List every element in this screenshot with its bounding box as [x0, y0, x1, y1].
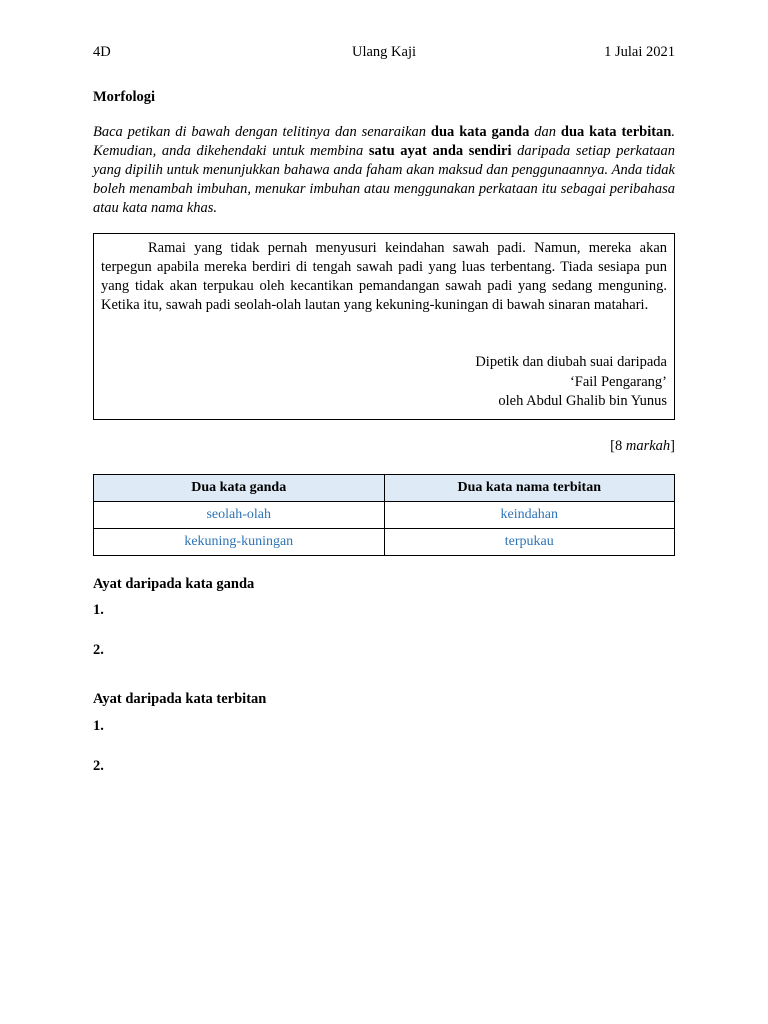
passage-text: Ramai yang tidak pernah menyusuri keindahan sawah padi. Namun, mereka akan terpegun apabila mereka berdiri di tengah sawah padi yang luas terbentang. Tiada sesiapa pun yang tidak akan terpukau oleh kecantikan pemandangan sawah padi yang sedang menguning. Ketika itu, sawah padi seolah-olah lautan yang kekuning-kuningan di bawah sinaran matahari. [101, 240, 667, 313]
instructions-bold2: dua kata terbitan [560, 124, 672, 140]
passage-box [93, 233, 675, 420]
table-header-ganda: Dua kata ganda [94, 475, 385, 502]
marks-close: ] [670, 438, 675, 454]
section-title: Morfologi [93, 89, 156, 105]
source-line-1: Dipetik dan diubah suai daripada [475, 354, 667, 370]
table-cell: kekuning-kuningan [94, 529, 385, 556]
table-cell: keindahan [384, 502, 675, 529]
instructions-bold1: dua kata ganda [430, 124, 530, 140]
table-header-terbitan: Dua kata nama terbitan [384, 475, 675, 502]
table-header-row [94, 475, 675, 502]
source-line-2: ‘Fail Pengarang’ [569, 373, 667, 390]
instructions-part3: . Kemudian, anda dikehendaki untuk membina [93, 124, 675, 159]
table-cell: terpukau [384, 529, 675, 556]
instructions-part1: Baca petikan di bawah dengan telitinya dan senaraikan [93, 124, 431, 140]
instructions [93, 123, 675, 218]
terbitan-section-title: Ayat daripada kata terbitan [93, 691, 267, 707]
header-title: Ulang Kaji [351, 44, 417, 60]
header-date: 1 Julai 2021 [604, 44, 675, 60]
table-cell: seolah-olah [94, 502, 385, 529]
instructions-bold3: satu ayat anda sendiri [368, 143, 512, 159]
instructions-part4: daripada setiap perkataan yang dipilih untuk menunjukkan bahawa anda faham akan maksud dan penggunaannya. Anda tidak boleh menambah imbuhan, menukar imbuhan atau menggunakan perkataan itu sebagai peribahasa atau kata nama khas. [93, 143, 676, 216]
header-class: 4D [93, 44, 111, 60]
passage-source [475, 353, 667, 412]
ganda-section-title: Ayat daripada kata ganda [93, 576, 255, 592]
table-row [94, 502, 675, 529]
marks-open: [8 [610, 438, 626, 454]
source-line-3: oleh Abdul Ghalib bin Yunus [498, 393, 667, 409]
terbitan-item-1: 1. [93, 718, 104, 734]
instructions-part2: dan [529, 124, 561, 140]
page-header [93, 44, 675, 64]
marks-word: markah [625, 438, 671, 454]
ganda-item-2: 2. [93, 642, 104, 658]
table-row [94, 529, 675, 556]
terbitan-item-2: 2. [93, 758, 104, 774]
ganda-item-1: 1. [93, 602, 104, 618]
answers-table [93, 474, 675, 556]
marks-label [610, 438, 675, 455]
